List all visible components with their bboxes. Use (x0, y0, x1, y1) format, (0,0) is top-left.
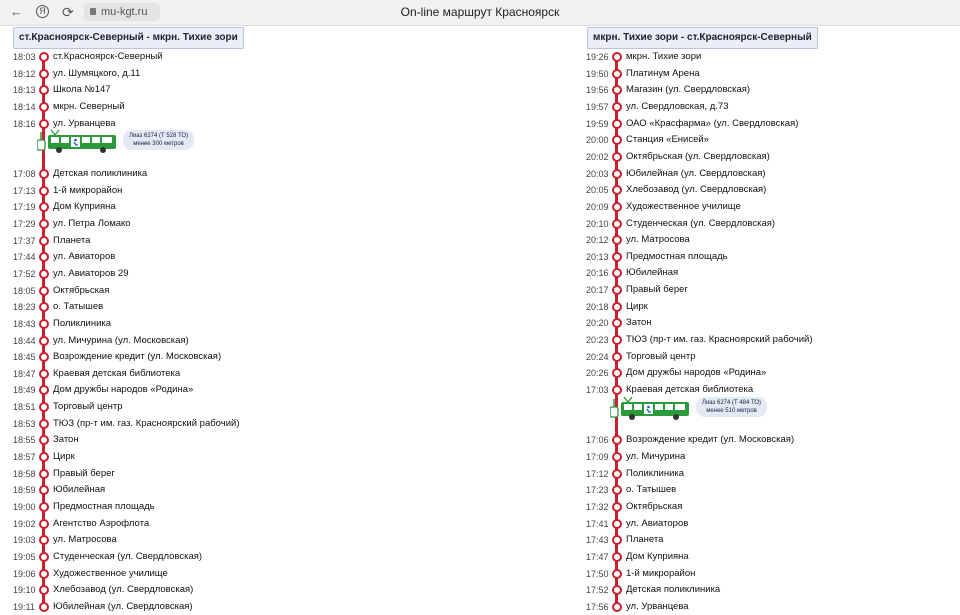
yandex-icon[interactable]: Я (36, 5, 49, 18)
stop-time: 17:09 (586, 452, 609, 463)
stop-marker-icon (612, 569, 622, 579)
stop-name[interactable]: ул. Матросова (53, 534, 117, 546)
stop-marker-icon (612, 385, 622, 395)
stop-marker-icon (612, 69, 622, 79)
stop-name[interactable]: Дом дружбы народов «Родина» (626, 367, 767, 379)
stop-name[interactable]: Юбилейная (53, 484, 106, 496)
stop-marker-icon (612, 152, 622, 162)
stop-name[interactable]: о. Татышев (626, 484, 677, 496)
stop-marker-icon (612, 585, 622, 595)
stop-time: 17:43 (586, 535, 609, 546)
stop-time: 17:37 (13, 235, 36, 246)
stop-marker-icon (612, 535, 622, 545)
stop-name[interactable]: ТЮЗ (пр-т им. газ. Красноярский рабочий) (53, 417, 240, 429)
stop-marker-icon (39, 69, 49, 79)
stop-marker-icon (612, 469, 622, 479)
stop-name[interactable]: Октябрьская (ул. Свердловская) (626, 150, 770, 162)
bus-name: Лиаз 6274 (Т 528 ТО) (129, 133, 189, 140)
bus-distance: менее 300 метров (133, 141, 184, 148)
stop-time: 18:58 (13, 468, 36, 479)
stop-name[interactable]: Предмостная площадь (53, 501, 155, 512)
stop-marker-icon (39, 419, 49, 429)
stop-marker-icon (39, 202, 49, 212)
stop-time: 17:32 (586, 502, 609, 512)
stop-name[interactable]: Студенческая (ул. Свердловская) (626, 217, 776, 229)
stop-time: 18:59 (13, 485, 36, 496)
stop-marker-icon (612, 219, 622, 229)
stop-name[interactable]: Планета (626, 534, 664, 546)
back-icon[interactable]: ← (10, 4, 23, 19)
stop-marker-icon (612, 285, 622, 295)
stop-name[interactable]: Правый берег (626, 284, 688, 296)
stop-time: 18:45 (13, 352, 36, 363)
stop-marker-icon (612, 602, 622, 612)
stop-time: 17:23 (586, 485, 609, 496)
stop-time: 19:10 (13, 585, 36, 596)
stop-name[interactable]: ул. Мичурина (626, 451, 686, 463)
stop-time: 18:57 (13, 452, 36, 463)
stop-time: 19:06 (13, 568, 36, 579)
stop-name[interactable]: Художественное училище (53, 567, 168, 579)
stop-name[interactable]: Юбилейная (ул. Свердловская) (53, 600, 193, 612)
stop-name[interactable]: Юбилейная (ул. Свердловская) (626, 167, 766, 179)
stop-time: 20:16 (586, 268, 609, 279)
stop-name[interactable]: Возрождение кредит (ул. Московская) (626, 434, 795, 446)
stop-time: 20:23 (586, 335, 609, 346)
bus-distance: менее 510 метров (706, 407, 757, 414)
stop-marker-icon (39, 519, 49, 529)
stop-marker-icon (39, 319, 49, 329)
stop-marker-icon (39, 585, 49, 595)
stop-time: 17:03 (586, 385, 609, 395)
stop-marker-icon (39, 336, 49, 346)
stop-time: 17:06 (586, 435, 609, 446)
page-title: On-line маршрут Красноярск (400, 5, 560, 19)
stop-time: 20:13 (586, 251, 609, 262)
stop-time: 19:57 (586, 101, 609, 112)
stop-time: 19:56 (586, 85, 609, 96)
stop-name[interactable]: Поликлиника (626, 467, 685, 479)
stop-marker-icon (612, 119, 622, 129)
stop-time: 20:18 (586, 301, 609, 312)
stop-time: 20:10 (586, 218, 609, 229)
reload-icon[interactable]: ⟳ (62, 4, 74, 20)
stop-marker-icon (612, 252, 622, 262)
stop-name[interactable]: Октябрьская (626, 501, 683, 512)
stop-name[interactable]: ул. Авиаторов (53, 251, 116, 263)
stop-name[interactable]: Школа №147 (53, 84, 111, 96)
stop-marker-icon (39, 119, 49, 129)
stop-time: 19:03 (13, 535, 36, 546)
stop-name[interactable]: 1-й микрорайон (626, 567, 696, 579)
stop-time: 17:52 (586, 585, 609, 596)
stop-name[interactable]: Детская поликлиника (53, 168, 148, 179)
stop-time: 20:03 (586, 168, 609, 179)
stop-time: 17:50 (586, 568, 609, 579)
stop-time: 18:51 (13, 402, 36, 413)
stop-marker-icon (39, 236, 49, 246)
stop-time: 20:05 (586, 185, 609, 196)
stop-marker-icon (612, 552, 622, 562)
stop-marker-icon (612, 502, 622, 512)
stop-marker-icon (39, 569, 49, 579)
stop-name[interactable]: Художественное училище (626, 200, 741, 212)
stop-time: 17:41 (586, 518, 609, 529)
stop-marker-icon (39, 102, 49, 112)
stop-name[interactable]: ул. Свердловская, д.73 (626, 100, 729, 112)
stop-marker-icon (612, 335, 622, 345)
stop-name[interactable]: Магазин (ул. Свердловская) (626, 84, 751, 96)
stop-time: 17:29 (13, 218, 36, 229)
stop-marker-icon (39, 435, 49, 445)
stop-time: 20:24 (586, 351, 609, 362)
stop-marker-icon (39, 385, 49, 395)
stop-marker-icon (39, 286, 49, 296)
stop-marker-icon (39, 535, 49, 545)
stop-name[interactable]: Торговый центр (626, 350, 696, 362)
stop-marker-icon (39, 369, 49, 379)
route-header-right[interactable]: мкрн. Тихие зори - ст.Красноярск-Северный (587, 27, 818, 49)
stop-time: 20:20 (586, 318, 609, 329)
stop-name[interactable]: Затон (626, 317, 652, 329)
stop-time: 19:05 (13, 551, 36, 562)
stop-name[interactable]: ул. Петра Ломако (53, 217, 131, 229)
stop-marker-icon (612, 202, 622, 212)
stop-marker-icon (612, 435, 622, 445)
url-text: mu-kgt.ru (101, 6, 148, 18)
stop-name[interactable]: ОАО «Красфарма» (ул. Свердловская) (626, 117, 799, 129)
stop-name[interactable]: Планета (53, 234, 91, 246)
stop-name[interactable]: о. Татышев (53, 301, 104, 313)
stop-time: 17:44 (13, 252, 36, 263)
stop-marker-icon (612, 102, 622, 112)
stop-name[interactable]: ст.Красноярск-Северный (53, 51, 163, 62)
stop-time: 17:47 (586, 551, 609, 562)
stop-name[interactable]: ул. Авиаторов 29 (53, 267, 129, 279)
stop-name[interactable]: ул. Урванцева (626, 600, 689, 612)
stop-marker-icon (612, 85, 622, 95)
stop-time: 19:00 (13, 502, 36, 512)
stop-name[interactable]: Хлебозавод (ул. Свердловская) (626, 184, 767, 196)
stop-time: 17:19 (13, 202, 36, 213)
stop-name[interactable]: Дом Куприяна (53, 201, 116, 213)
stop-marker-icon (39, 186, 49, 196)
stop-marker-icon (612, 235, 622, 245)
stop-time: 20:12 (586, 235, 609, 246)
stop-marker-icon (612, 185, 622, 195)
stop-name[interactable]: Краевая детская библиотека (626, 384, 754, 395)
stop-time: 18:47 (13, 368, 36, 379)
stop-name[interactable]: Цирк (53, 451, 75, 463)
stop-marker-icon (39, 502, 49, 512)
stop-name[interactable]: Агентство Аэрофлота (53, 517, 150, 529)
stop-marker-icon (39, 169, 49, 179)
stop-time: 20:09 (586, 201, 609, 212)
bus-info-badge[interactable] (696, 397, 767, 417)
stop-time: 18:23 (13, 302, 36, 313)
stop-name[interactable]: Правый берег (53, 467, 115, 479)
stop-name[interactable]: Детская поликлиника (626, 584, 721, 596)
stop-time: 19:11 (13, 601, 35, 612)
bus-name: Лиаз 6274 (Т 484 ТО) (702, 399, 762, 406)
stop-marker-icon (39, 552, 49, 562)
stop-name[interactable]: мкрн. Тихие зори (626, 51, 702, 62)
stop-name[interactable]: Платинум Арена (626, 67, 700, 79)
stop-time: 18:55 (13, 435, 36, 446)
stop-time: 18:49 (13, 385, 36, 396)
stop-time: 19:59 (586, 118, 609, 129)
stop-name[interactable]: Дом дружбы народов «Родина» (53, 384, 194, 396)
stop-name[interactable]: Студенческая (ул. Свердловская) (53, 550, 203, 562)
stop-name[interactable]: ул. Шумяцкого, д.11 (53, 67, 141, 79)
bus-info-badge[interactable] (123, 130, 194, 150)
stop-time: 18:03 (13, 52, 36, 62)
stop-marker-icon (39, 302, 49, 312)
stop-marker-icon (612, 452, 622, 462)
stop-time: 20:17 (586, 285, 609, 296)
stop-time: 18:43 (13, 318, 36, 329)
stop-marker-icon (612, 352, 622, 362)
stop-marker-icon (612, 135, 622, 145)
stop-name[interactable]: Затон (53, 434, 79, 446)
stop-marker-icon (39, 402, 49, 412)
stop-time: 20:02 (586, 151, 609, 162)
stop-name[interactable]: Краевая детская библиотека (53, 367, 181, 379)
stop-name[interactable]: 1-й микрорайон (53, 184, 123, 196)
stop-name[interactable]: ул. Матросова (626, 234, 690, 246)
stop-time: 17:52 (13, 268, 36, 279)
stop-marker-icon (612, 318, 622, 328)
stop-time: 18:44 (13, 335, 36, 346)
stop-marker-icon (39, 252, 49, 262)
stop-marker-icon (39, 469, 49, 479)
stop-marker-icon (39, 352, 49, 362)
stop-time: 18:53 (13, 418, 36, 429)
stop-name[interactable]: Торговый центр (53, 401, 123, 413)
stop-name[interactable]: ул. Авиаторов (626, 517, 689, 529)
stop-time: 18:05 (13, 285, 36, 296)
stop-time: 17:13 (13, 185, 36, 196)
stop-time: 20:26 (586, 368, 609, 379)
stop-name[interactable]: Октябрьская (53, 284, 110, 296)
stop-time: 17:08 (13, 169, 36, 179)
stop-marker-icon (39, 269, 49, 279)
stop-time: 17:12 (586, 468, 609, 479)
stop-marker-icon (39, 485, 49, 495)
stop-marker-icon (39, 52, 49, 62)
stop-marker-icon (39, 219, 49, 229)
stop-marker-icon (39, 85, 49, 95)
stop-time: 18:16 (13, 118, 36, 129)
stop-time: 18:12 (13, 68, 36, 79)
stop-name[interactable]: ТЮЗ (пр-т им. газ. Красноярский рабочий) (626, 334, 813, 346)
bus-icon[interactable] (37, 128, 119, 159)
stop-marker-icon (612, 302, 622, 312)
stop-marker-icon (612, 52, 622, 62)
stop-marker-icon (612, 485, 622, 495)
stop-time: 20:00 (586, 135, 609, 146)
bus-icon[interactable] (610, 395, 692, 426)
stop-marker-icon (612, 368, 622, 378)
stop-time: 19:02 (13, 518, 36, 529)
stop-time: 18:13 (13, 85, 36, 96)
stop-time: 18:14 (13, 101, 36, 112)
stop-time: 19:50 (586, 68, 609, 79)
stop-time: 17:56 (586, 601, 609, 612)
stop-name[interactable]: Дом Куприяна (626, 550, 689, 562)
stop-marker-icon (612, 519, 622, 529)
stop-name[interactable]: Хлебозавод (ул. Свердловская) (53, 584, 194, 596)
route-header-left[interactable]: ст.Красноярск-Северный - мкрн. Тихие зори (13, 27, 244, 49)
stop-marker-icon (612, 268, 622, 278)
stop-name[interactable]: Возрождение кредит (ул. Московская) (53, 351, 222, 363)
stop-name[interactable]: ул. Урванцева (53, 117, 116, 129)
stop-name[interactable]: ул. Мичурина (ул. Московская) (53, 334, 189, 346)
stop-marker-icon (39, 452, 49, 462)
stop-marker-icon (612, 169, 622, 179)
stop-name[interactable]: Станция «Енисей» (626, 134, 709, 146)
stop-name[interactable]: Цирк (626, 300, 648, 312)
stop-marker-icon (39, 602, 49, 612)
browser-toolbar (0, 0, 960, 26)
stop-name[interactable]: мкрн. Северный (53, 100, 125, 112)
stop-name[interactable]: Поликлиника (53, 317, 112, 329)
stop-name[interactable]: Юбилейная (626, 267, 679, 279)
stop-name[interactable]: Предмостная площадь (626, 250, 728, 262)
stop-time: 19:26 (586, 52, 609, 62)
